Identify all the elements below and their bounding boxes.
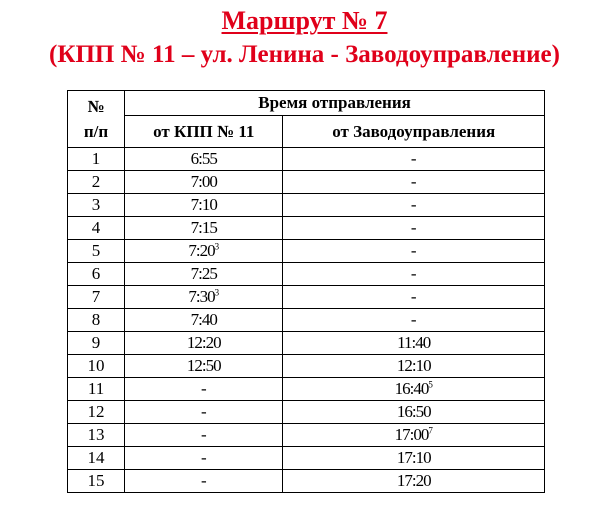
table-row — [68, 401, 545, 424]
row-number-header — [68, 91, 125, 148]
table-row — [68, 148, 545, 171]
from-zavod-time-cell — [283, 263, 545, 286]
from-kpp-time-cell — [125, 447, 283, 470]
from-zavod-header: от Заводоуправления — [283, 116, 545, 148]
from-zavod-time-cell-value: - — [410, 149, 417, 168]
row-number-cell: 14 — [68, 447, 125, 470]
from-kpp-time-cell — [125, 355, 283, 378]
table-row — [68, 194, 545, 217]
row-number-cell: 1 — [68, 148, 125, 171]
footnote-marker: 5 — [428, 379, 433, 390]
from-kpp-time-cell — [125, 148, 283, 171]
from-zavod-time-cell — [283, 309, 545, 332]
from-zavod-time-cell-value: - — [410, 310, 417, 329]
table-row — [68, 470, 545, 493]
table-row — [68, 309, 545, 332]
table-row — [68, 378, 545, 401]
from-kpp-time-cell — [125, 378, 283, 401]
from-kpp-time-cell — [125, 424, 283, 447]
departure-time-header: Время отправления — [125, 91, 545, 116]
from-zavod-time-cell-value: - — [410, 195, 417, 214]
from-kpp-time-cell — [125, 309, 283, 332]
footnote-marker: 3 — [214, 241, 220, 252]
from-kpp-time-cell-value: 7:00 — [190, 172, 217, 191]
from-kpp-time-cell-value: 7:20 — [188, 241, 215, 260]
from-zavod-time-cell-value: 12:10 — [396, 356, 431, 375]
from-zavod-time-cell — [283, 194, 545, 217]
row-number-cell: 12 — [68, 401, 125, 424]
from-zavod-time-cell — [283, 332, 545, 355]
from-kpp-time-cell-value: - — [200, 471, 207, 490]
row-number-cell: 2 — [68, 171, 125, 194]
from-zavod-time-cell-value: 16:40 — [394, 379, 429, 398]
from-kpp-time-cell — [125, 171, 283, 194]
row-number-header-line2: п/п — [83, 122, 109, 141]
row-number-cell: 8 — [68, 309, 125, 332]
from-kpp-time-cell-value: - — [200, 379, 207, 398]
from-zavod-time-cell — [283, 217, 545, 240]
from-zavod-time-cell-value: 16:50 — [396, 402, 431, 421]
route-title: Маршрут № 7 — [221, 6, 388, 35]
row-number-cell: 13 — [68, 424, 125, 447]
table-row — [68, 263, 545, 286]
table-row — [68, 240, 545, 263]
from-zavod-time-cell-value: - — [410, 218, 417, 237]
from-zavod-time-cell — [283, 355, 545, 378]
row-number-cell: 9 — [68, 332, 125, 355]
from-zavod-time-cell-value: - — [410, 172, 417, 191]
from-zavod-time-cell — [283, 424, 545, 447]
table-row — [68, 332, 545, 355]
footnote-marker: 3 — [214, 287, 220, 298]
from-kpp-time-cell-value: 7:30 — [188, 287, 215, 306]
from-zavod-time-cell — [283, 470, 545, 493]
table-row — [68, 424, 545, 447]
from-kpp-time-cell-value: 7:40 — [190, 310, 217, 329]
row-number-cell: 5 — [68, 240, 125, 263]
from-kpp-time-cell-value: 12:20 — [186, 333, 221, 352]
from-kpp-time-cell-value: - — [200, 425, 207, 444]
from-zavod-time-cell — [283, 401, 545, 424]
from-zavod-time-cell-value: - — [410, 241, 417, 260]
route-subtitle: (КПП № 11 – ул. Ленина - Заводоуправление) — [49, 41, 560, 68]
from-kpp-time-cell-value: - — [200, 448, 207, 467]
schedule-table — [67, 90, 545, 493]
from-zavod-time-cell — [283, 378, 545, 401]
table-row — [68, 217, 545, 240]
from-zavod-time-cell-value: - — [410, 264, 417, 283]
from-kpp-time-cell — [125, 263, 283, 286]
row-number-cell: 15 — [68, 470, 125, 493]
from-zavod-time-cell-value: 11:40 — [397, 333, 431, 352]
from-zavod-time-cell — [283, 171, 545, 194]
from-zavod-time-cell-value: 17:20 — [396, 471, 431, 490]
from-kpp-time-cell — [125, 217, 283, 240]
from-kpp-time-cell-value: - — [200, 402, 207, 421]
from-kpp-time-cell — [125, 401, 283, 424]
from-kpp-header: от КПП № 11 — [125, 116, 283, 148]
from-kpp-time-cell-value: 7:10 — [190, 195, 217, 214]
table-row — [68, 171, 545, 194]
row-number-cell: 11 — [68, 378, 125, 401]
from-zavod-time-cell — [283, 148, 545, 171]
from-zavod-time-cell — [283, 240, 545, 263]
table-row — [68, 286, 545, 309]
table-row — [68, 355, 545, 378]
row-number-cell: 7 — [68, 286, 125, 309]
schedule-body — [68, 148, 545, 493]
from-kpp-time-cell — [125, 286, 283, 309]
from-zavod-time-cell — [283, 447, 545, 470]
from-zavod-time-cell-value: 17:10 — [396, 448, 431, 467]
from-kpp-time-cell — [125, 194, 283, 217]
row-number-cell: 10 — [68, 355, 125, 378]
from-zavod-time-cell — [283, 286, 545, 309]
from-kpp-time-cell — [125, 240, 283, 263]
row-number-cell: 6 — [68, 263, 125, 286]
table-row — [68, 447, 545, 470]
from-kpp-time-cell-value: 6:55 — [190, 149, 217, 168]
from-kpp-time-cell-value: 7:15 — [190, 218, 217, 237]
row-number-cell: 3 — [68, 194, 125, 217]
from-kpp-time-cell — [125, 470, 283, 493]
from-kpp-time-cell — [125, 332, 283, 355]
from-kpp-time-cell-value: 7:25 — [190, 264, 217, 283]
from-zavod-time-cell-value: 17:00 — [394, 425, 429, 444]
from-kpp-time-cell-value: 12:50 — [186, 356, 221, 375]
footnote-marker: 7 — [428, 425, 433, 436]
row-number-cell: 4 — [68, 217, 125, 240]
row-number-header-line1: № — [87, 96, 105, 116]
from-zavod-time-cell-value: - — [410, 287, 417, 306]
